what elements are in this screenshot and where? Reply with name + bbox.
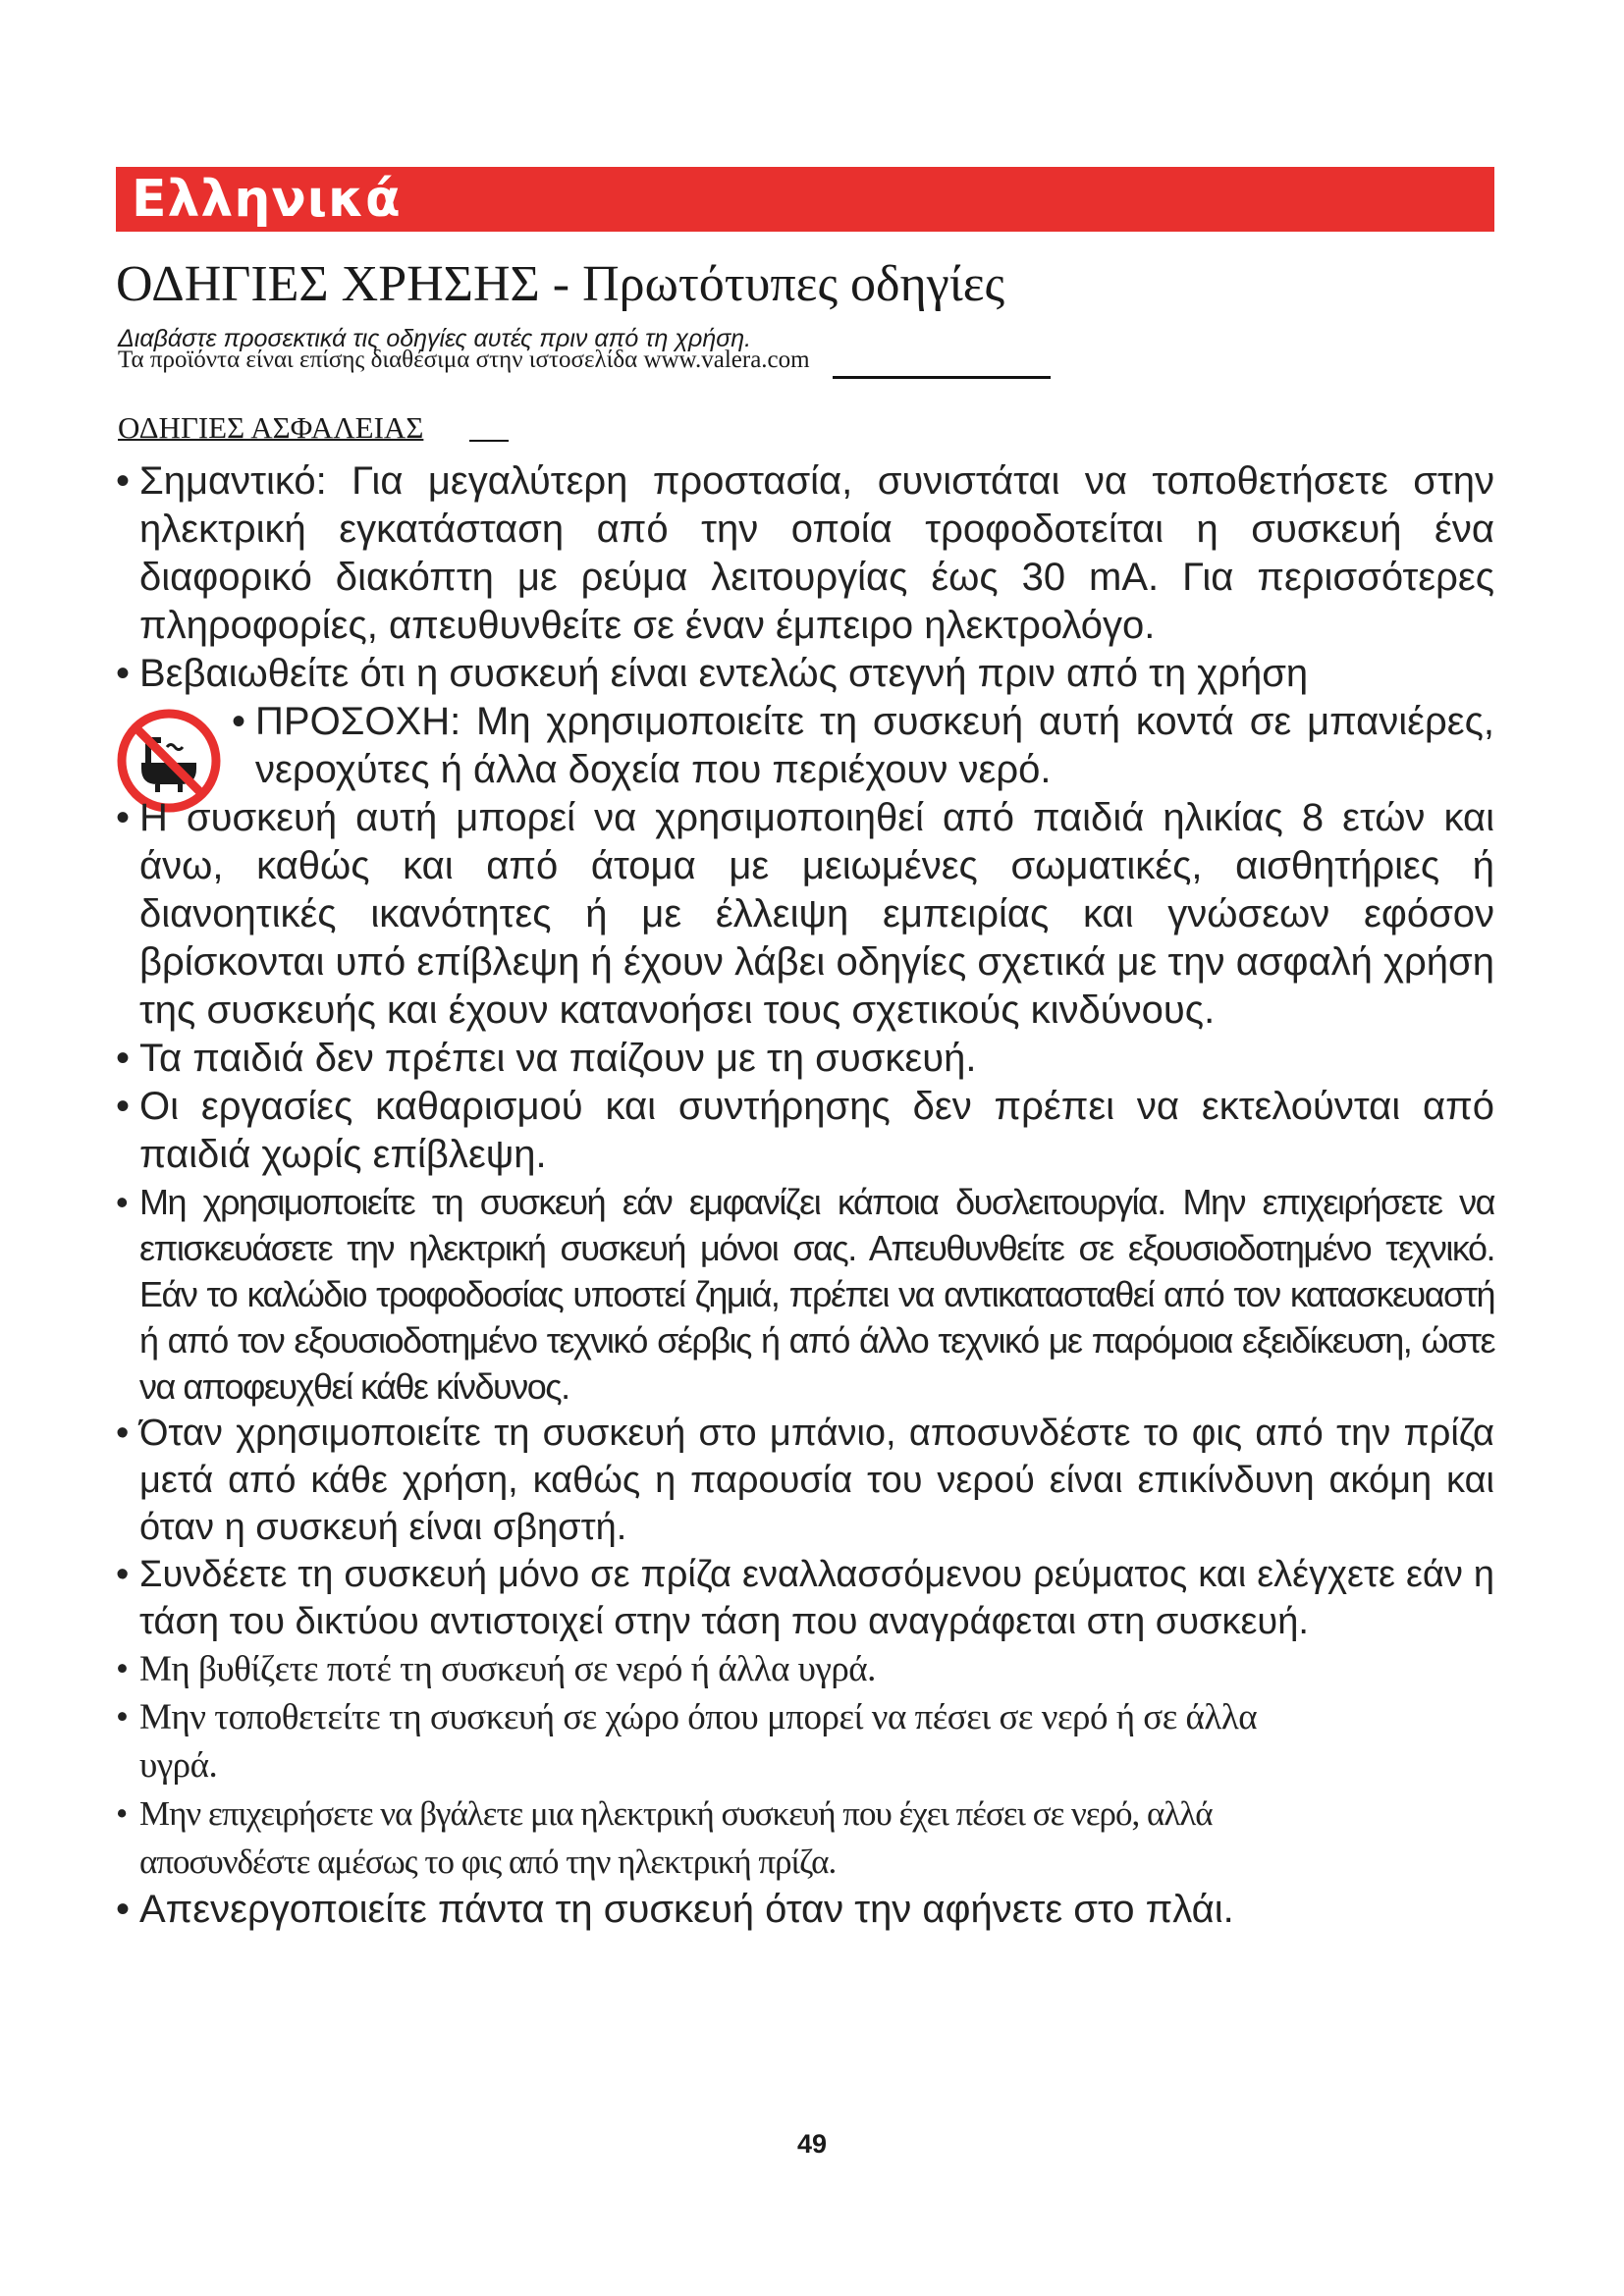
bullet: • [232, 700, 246, 743]
item-text: Συνδέετε τη συσκευή μόνο σε πρίζα εναλλασσόμενου ρεύματος και ελέγχετε εάν η τάση του δικτύου αντιστοιχεί στην τάση που αναγράφεται στη συσκευή. [139, 1554, 1494, 1642]
language-label: Ελληνικά [132, 170, 402, 229]
website-note: Τα προϊόντα είναι επίσης διαθέσιμα στην ιστοσελίδα www.valera.com [118, 347, 810, 373]
bullet: • [116, 1649, 129, 1689]
item-text: Μη βυθίζετε ποτέ τη συσκευή σε νερό ή άλλα υγρά. [139, 1649, 876, 1689]
item-text: Σημαντικό: Για μεγαλύτερη προστασία, συνιστάται να τοποθετήσετε στην ηλεκτρική εγκατάσταση από την οποία τροφοδοτείται η συσκευή ένα διαφορικό διακόπτη με ρεύμα λειτουργίας έως 30 mA. Για περισσότερες πληροφορίες, απευθυνθείτε σε έναν έμπειρο ηλεκτρολόγο. [139, 459, 1494, 647]
item-text: Μην τοποθετείτε τη συσκευή σε χώρο όπου μπορεί να πέσει σε νερό ή σε άλλα υγρά. [139, 1697, 1258, 1786]
bullet: • [116, 652, 131, 695]
item-text: Απενεργοποιείτε πάντα τη συσκευή όταν την αφήνετε στο πλάι. [139, 1888, 1234, 1931]
list-item [116, 650, 1494, 698]
page-title: ΟΔΗΓΙΕΣ ΧΡΗΣΗΣ - Πρωτότυπες οδηγίες [116, 256, 1005, 312]
safety-heading: ΟΔΗΓΙΕΣ ΑΣΦΑΛΕΙΑΣ [118, 410, 424, 445]
page-number: 49 [796, 2129, 828, 2159]
list-item [116, 1410, 1494, 1551]
list-item [116, 1693, 1318, 1789]
list-item [116, 794, 1494, 1035]
bullet: • [116, 1037, 131, 1080]
item-text: Μην επιχειρήσετε να βγάλετε μια ηλεκτρική συσκευή που έχει πέσει σε νερό, αλλά αποσυνδέστε αμέσως το φις από την ηλεκτρική πρίζα. [139, 1794, 1213, 1881]
bullet: • [116, 1085, 131, 1128]
list-item [116, 457, 1494, 650]
read-carefully-note: Διαβάστε προσεκτικά τις οδηγίες αυτές πριν από τη χρήση. [118, 325, 752, 352]
list-item [116, 1886, 1494, 1934]
subtitle-underline [833, 376, 1051, 379]
item-text: Η συσκευή αυτή μπορεί να χρησιμοποιηθεί από παιδιά ηλικίας 8 ετών και άνω, καθώς και από άτομα με μειωμένες σωματικές, αισθητήριες ή διανοητικές ικανότητες ή με έλλειψη εμπειρίας και γνώσεων εφόσον βρίσκονται υπό επίβλεψη ή έχουν λάβει οδηγίες σχετικά με την ασφαλή χρήση της συσκευής και έχουν κατανοήσει τους σχετικούς κινδύνους. [139, 796, 1494, 1032]
bullet: • [116, 1554, 130, 1595]
bullet: • [116, 796, 131, 839]
list-item [116, 1083, 1494, 1179]
safety-list [116, 457, 1494, 1934]
bullet: • [116, 1413, 130, 1454]
bullet: • [116, 1888, 131, 1931]
item-text: Οι εργασίες καθαρισμού και συντήρησης δεν πρέπει να εκτελούνται από παιδιά χωρίς επίβλεψη. [139, 1085, 1494, 1176]
heading-underline-tail [469, 440, 509, 442]
item-text: Τα παιδιά δεν πρέπει να παίζουν με τη συσκευή. [139, 1037, 977, 1080]
item-text: Όταν χρησιμοποιείτε τη συσκευή στο μπάνιο, αποσυνδέστε το φις από την πρίζα μετά από κάθε χρήση, καθώς η παρουσία του νερού είναι επικίνδυνη ακόμη και όταν η συσκευή είναι σβηστή. [139, 1413, 1494, 1548]
list-item [116, 1035, 1494, 1083]
list-item [116, 1179, 1494, 1410]
bullet: • [116, 1697, 129, 1737]
language-banner [116, 167, 1494, 232]
item-text: ΠΡΟΣΟΧΗ: Μη χρησιμοποιείτε τη συσκευή αυτή κοντά σε μπανιέρες, νεροχύτες ή άλλα δοχεία που περιέχουν νερό. [255, 700, 1494, 791]
list-item [116, 1789, 1337, 1886]
warning-block [116, 698, 1494, 794]
list-item [232, 698, 1494, 794]
item-text: Μη χρησιμοποιείτε τη συσκευή εάν εμφανίζει κάποια δυσλειτουργία. Μην επιχειρήσετε να επισκευάσετε την ηλεκτρική συσκευή μόνοι σας. Απευθυνθείτε σε εξουσιοδοτημένο τεχνικό. Εάν το καλώδιο τροφοδοσίας υποστεί ζημιά, πρέπει να αντικατασταθεί από τον κατασκευαστή ή από τον εξουσιοδοτημένο τεχνικό σέρβις ή από άλλο τεχνικό με παρόμοια εξειδίκευση, ώστε να αποφευχθεί κάθε κίνδυνος. [139, 1182, 1494, 1407]
bullet: • [116, 1794, 128, 1833]
bullet: • [116, 459, 131, 503]
list-item [116, 1645, 1494, 1693]
item-text: Βεβαιωθείτε ότι η συσκευή είναι εντελώς στεγνή πριν από τη χρήση [139, 652, 1309, 695]
bullet: • [116, 1182, 128, 1222]
list-item [116, 1551, 1494, 1645]
